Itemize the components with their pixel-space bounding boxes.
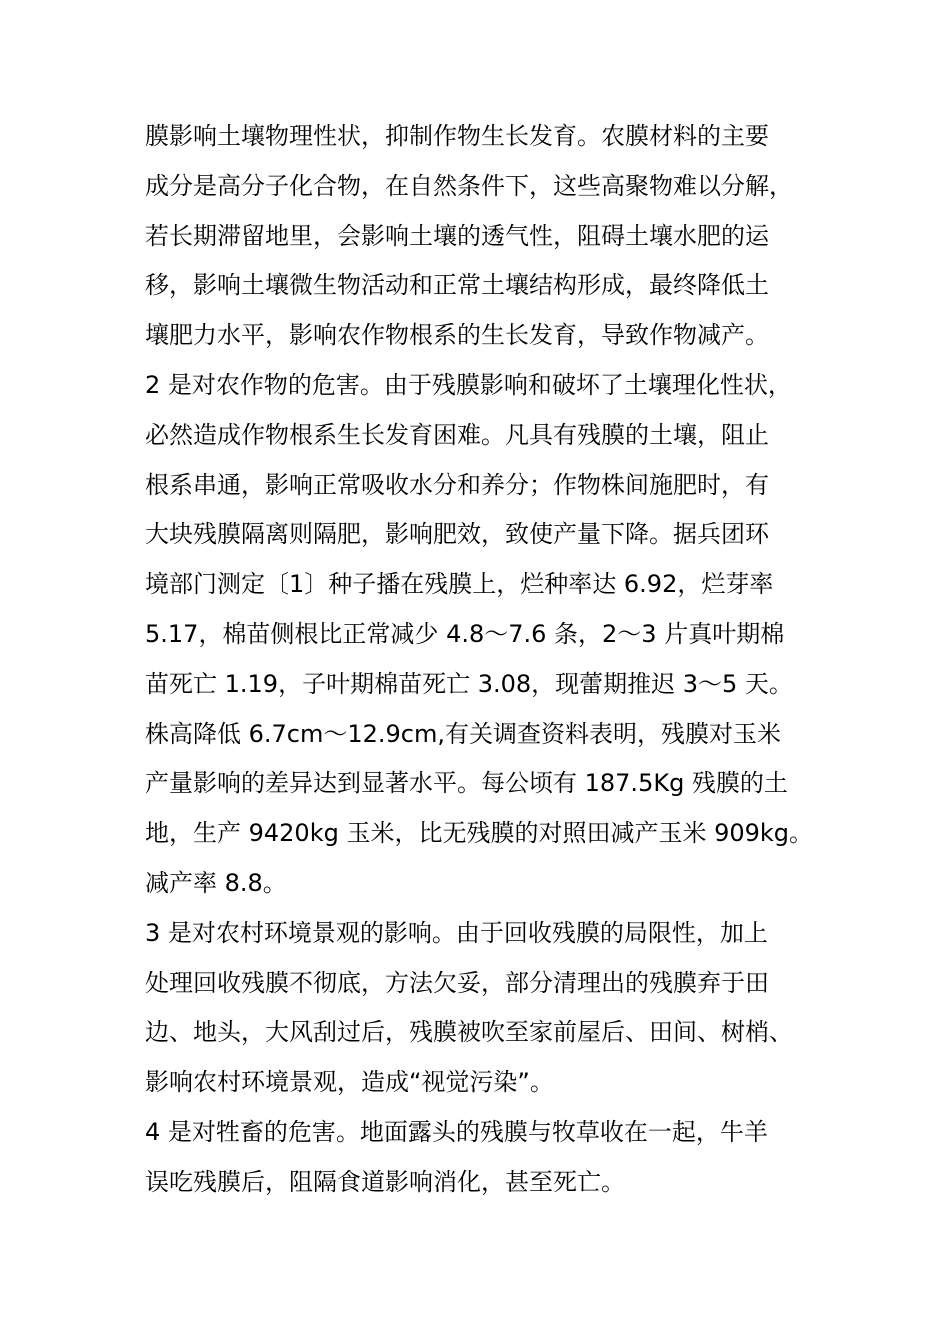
text-line: 3 是对农村环境景观的影响。由于回收残膜的局限性，加上 [145,918,768,947]
text-line: 境部门测定〔1〕种子播在残膜上，烂种率达 6.92，烂芽率 [145,570,774,599]
text-line: 影响农村环境景观，造成“视觉污染”。 [145,1068,554,1097]
text-line: 移，影响土壤微生物活动和正常土壤结构形成，最终降低土 [145,271,769,300]
text-line: 成分是高分子化合物，在自然条件下，这些高聚物难以分解， [145,171,793,200]
text-line: 壤肥力水平，影响农作物根系的生长发育，导致作物减产。 [145,321,769,350]
text-line: 若长期滞留地里，会影响土壤的透气性，阻碍土壤水肥的运 [145,221,769,250]
text-line: 大块残膜隔离则隔肥，影响肥效，致使产量下降。据兵团环 [145,520,769,549]
body-text [145,112,817,1208]
text-line: 5.17，棉苗侧根比正常减少 4.8～7.6 条，2～3 片真叶期棉 [145,619,785,648]
text-line: 减产率 8.8。 [145,868,287,897]
text-line: 处理回收残膜不彻底，方法欠妥，部分清理出的残膜弃于田 [145,968,769,997]
text-line: 误吃残膜后，阻隔食道影响消化，甚至死亡。 [145,1167,625,1196]
text-line: 膜影响土壤物理性状，抑制作物生长发育。农膜材料的主要 [145,122,769,150]
text-line: 4 是对牲畜的危害。地面露头的残膜与牧草收在一起，牛羊 [145,1117,768,1146]
text-line: 2 是对农作物的危害。由于残膜影响和破坏了土壤理化性状， [145,370,792,399]
text-line: 苗死亡 1.19，子叶期棉苗死亡 3.08，现蕾期推迟 3～5 天。 [145,669,793,698]
text-line: 必然造成作物根系生长发育困难。凡具有残膜的土壤，阻止 [145,420,769,449]
text-line: 根系串通，影响正常吸收水分和养分；作物株间施肥时，有 [145,470,769,499]
text-line: 产量影响的差异达到显著水平。每公顷有 187.5Kg 残膜的土 [145,769,788,798]
text-line: 株高降低 6.7cm～12.9cm,有关调查资料表明，残膜对玉米 [145,719,782,748]
text-line: 地，生产 9420kg 玉米，比无残膜的对照田减产玉米 909kg。 [145,819,814,848]
text-line: 边、地头，大风刮过后，残膜被吹至家前屋后、田间、树梢、 [145,1018,793,1047]
